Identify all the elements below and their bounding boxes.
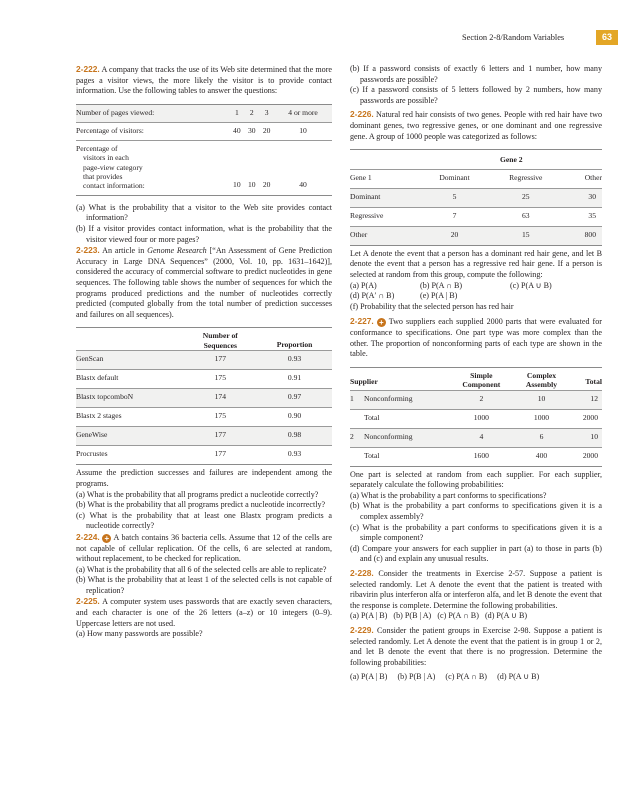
exercise-2-226: 2-226. Natural red hair consists of two genes. People with red hair have two dominant genes, two regressive genes, or one dominant and one regressive gene. A group of 1000 people was categorized as follows:	[350, 109, 602, 141]
section-title: Section 2-8/Random Variables	[462, 33, 565, 42]
table-row: Blastx 2 stages 175 0.90	[76, 408, 332, 427]
table-row: Regressive 7 63 35	[350, 207, 602, 226]
table-row: Total 1000 1000 2000	[350, 409, 602, 428]
exercise-2-222: 2-222. A company that tracks the use of its Web site determined that the more pages a visitor views, the more likely the visitor is to provide contact information. Use the following tables to answer the questions:	[76, 64, 332, 96]
running-header	[0, 30, 639, 46]
right-column: (b) If a password consists of exactly 6 letters and 1 number, how many passwords are possible? (c) If a password consists of 5 letters followed by 2 numbers, how many passwords are possible? 2-226. Natural red hair consists of two genes. People with red hair have two dominant genes, two regressive genes, or one dominant and one regressive gene. A group of 1000 people was categorized as follows: Gene 2 Gene 1 Dominant Regressive Other Dominant 5 25 30 Regressive 7 63 35 Other 20 15 800 Let A denote the event that a person has a dominant red hair gene, and let B denote the event that a person has a regressive red hair gene. If a person is selected at random from this group, compute the following: (a) P(A) (b) P(A ∩ B) (c) P(A ∪ B) (d) P(A′ ∩ B) (e) P(A | B) (f) Probability that the selected person has red hair 2-227. + Two suppliers each supplied 2000 parts that were evaluated for conformance to specifications. One part type was more complex than the other. The proportion of nonconforming parts of each type are shown in the table. Supplier Simple Component Complex Assembly Total 1 Nonconforming 2 10 12 Total 1000 1000 2000 2 Nonconforming 4 6 10 Total 1600 400 2000 One part is selected at random from each supplier. For each supplier, separately calculate the following probabilities: (a) What is the probability a part conforms to specifications? (b) What is the probability a part conforms to specifications given it is a complex assembly? (c) What is the probability a part conforms to specifications given it is a simple component? (d) Compare your answers for each supplier in part (a) to those in parts (b) and (c) and explain any unusual results. 2-228. Consider the treatments in Exercise 2-57. Suppose a patient is selected randomly. Let A denote the event that the patient is treated with ribavirin plus interferon alfa or interferon alfa, and let B denote the event that the response is complete. Determine the following probabilities. (a) P(A | B) (b) P(B | A) (c) P(A ∩ B) (d) P(A ∪ B) 2-229. Consider the patient groups in Exercise 2-98. Suppose a patient is selected randomly. Let A denote the event that the patient is in group 1 or 2, and let B denote the event that there is no progression. Determine the following probabilities: (a) P(A | B) (b) P(B | A) (c) P(A ∩ B) (d) P(A ∪ B)	[350, 64, 603, 682]
plus-icon: +	[377, 318, 386, 327]
exercise-2-225: 2-225. A computer system uses passwords that are exactly seven characters, and each character is one of the 26 letters (a–z) or 10 integers (0–9). Uppercase letters are not used.	[76, 596, 332, 628]
table-row: GenScan 177 0.93	[76, 351, 332, 370]
pages-viewed-table: Number of pages viewed: 1 2 3 4 or more Percentage of visitors: 40 30 20 10 Percentage of visitors in each page-view category that provides contact information: 10 10 20 40	[76, 104, 332, 196]
exercise-2-229: 2-229. Consider the patient groups in Exercise 2-98. Suppose a patient is selected randomly. Let A denote the event that the patient is in group 1 or 2, and let B denote the event that there is no progression. Determine the following probabilities:	[350, 625, 602, 667]
page-number: 63	[596, 30, 618, 45]
left-column: 2-222. A company that tracks the use of its Web site determined that the more pages a visitor views, the more likely the visitor is to provide contact information. Use the following tables to answer the questions: Number of pages viewed: 1 2 3 4 or more Percentage of visitors: 40 30 20 10 Percentage of visitors in each page-view category that provides contact information: 10 10 20 40 (a) What is the probability that a visitor to the Web site provides contact information? (b) If a visitor provides contact information, what is the probability that the visitor viewed four or more pages? 2-223. An article in Genome Research [“An Assessment of Gene Prediction Accuracy in Large DNA Sequences” (2000, Vol. 10, pp. 1631–1642)], considered the accuracy of commercial software to predict nucleotides in gene sequences. The following table shows the number of sequences for which the programs produced predictions and the number of nucleotides correctly predicted (computed globally from the total number of prediction successes and failures on all sequences). Number of Sequences Proportion GenScan 177 0.93 Blastx default 175 0.91 Blastx topcomboN 174 0.97 Blastx 2 stages 175 0.90 GeneWise 177 0.98 Procrustes 177 0.93 Assume the prediction successes and failures are independent among the programs. (a) What is the probability that all programs predict a nucleotide correctly? (b) What is the probability that all programs predict a nucleotide incorrectly? (c) What is the probability that at least one Blastx program predicts a nucleotide correctly? 2-224. + A batch contains 36 bacteria cells. Assume that 12 of the cells are not capable of cellular replication. Of the cells, 6 are selected at random, without replacement, to be checked for replication. (a) What is the probability that all 6 of the selected cells are able to replicate? (b) What is the probability that at least 1 of the selected cells is not capable of replication? 2-225. A computer system uses passwords that are exactly seven characters, and each character is one of the 26 letters (a–z) or 10 integers (0–9). Uppercase letters are not used. (a) How many passwords are possible?	[76, 64, 333, 639]
supplier-table: Supplier Simple Component Complex Assembly Total 1 Nonconforming 2 10 12 Total 1000 1000 2000 2 Nonconforming 4 6 10 Total 1600 400 2000	[350, 367, 602, 467]
table-row: Dominant 5 25 30	[350, 188, 602, 207]
table-row: Procrustes 177 0.93	[76, 446, 332, 465]
table-row: GeneWise 177 0.98	[76, 427, 332, 446]
table-row: Blastx default 175 0.91	[76, 370, 332, 389]
exercise-2-223: 2-223. An article in Genome Research [“An Assessment of Gene Prediction Accuracy in Large DNA Sequences” (2000, Vol. 10, pp. 1631–1642)], considered the accuracy of commercial software to predict nucleotides in gene sequences. The following table shows the number of sequences for which the programs produced predictions and the number of nucleotides correctly predicted (computed globally from the total number of prediction successes and failures on all sequences).	[76, 245, 332, 319]
plus-icon: +	[102, 534, 111, 543]
table-row: 2 Nonconforming 4 6 10	[350, 428, 602, 447]
table-row: Total 1600 400 2000	[350, 447, 602, 466]
exercise-2-224: 2-224. + A batch contains 36 bacteria cells. Assume that 12 of the cells are not capable of cellular replication. Of the cells, 6 are selected at random, without replacement, to be checked for replication.	[76, 531, 333, 564]
table-row: 1 Nonconforming 2 10 12	[350, 390, 602, 409]
table-row: Other 20 15 800	[350, 226, 602, 245]
exercise-2-227: 2-227. + Two suppliers each supplied 2000 parts that were evaluated for conformance to specifications. One part type was more complex than the other. The proportion of nonconforming parts of each type are shown in the table.	[350, 316, 602, 359]
gene-prediction-table: Number of Sequences Proportion GenScan 177 0.93 Blastx default 175 0.91 Blastx topcomboN 174 0.97 Blastx 2 stages 175 0.90 GeneWise 177 0.98 Procrustes 177 0.93	[76, 327, 332, 465]
exercise-2-228: 2-228. Consider the treatments in Exercise 2-57. Suppose a patient is selected randomly. Let A denote the event that the patient is treated with ribavirin plus interferon alfa or interferon alfa, and let B denote the event that the response is complete. Determine the following probabilities.	[350, 568, 603, 610]
table-row: Blastx topcomboN 174 0.97	[76, 389, 332, 408]
red-hair-table: Gene 2 Gene 1 Dominant Regressive Other Dominant 5 25 30 Regressive 7 63 35 Other 20 15 800	[350, 149, 602, 246]
